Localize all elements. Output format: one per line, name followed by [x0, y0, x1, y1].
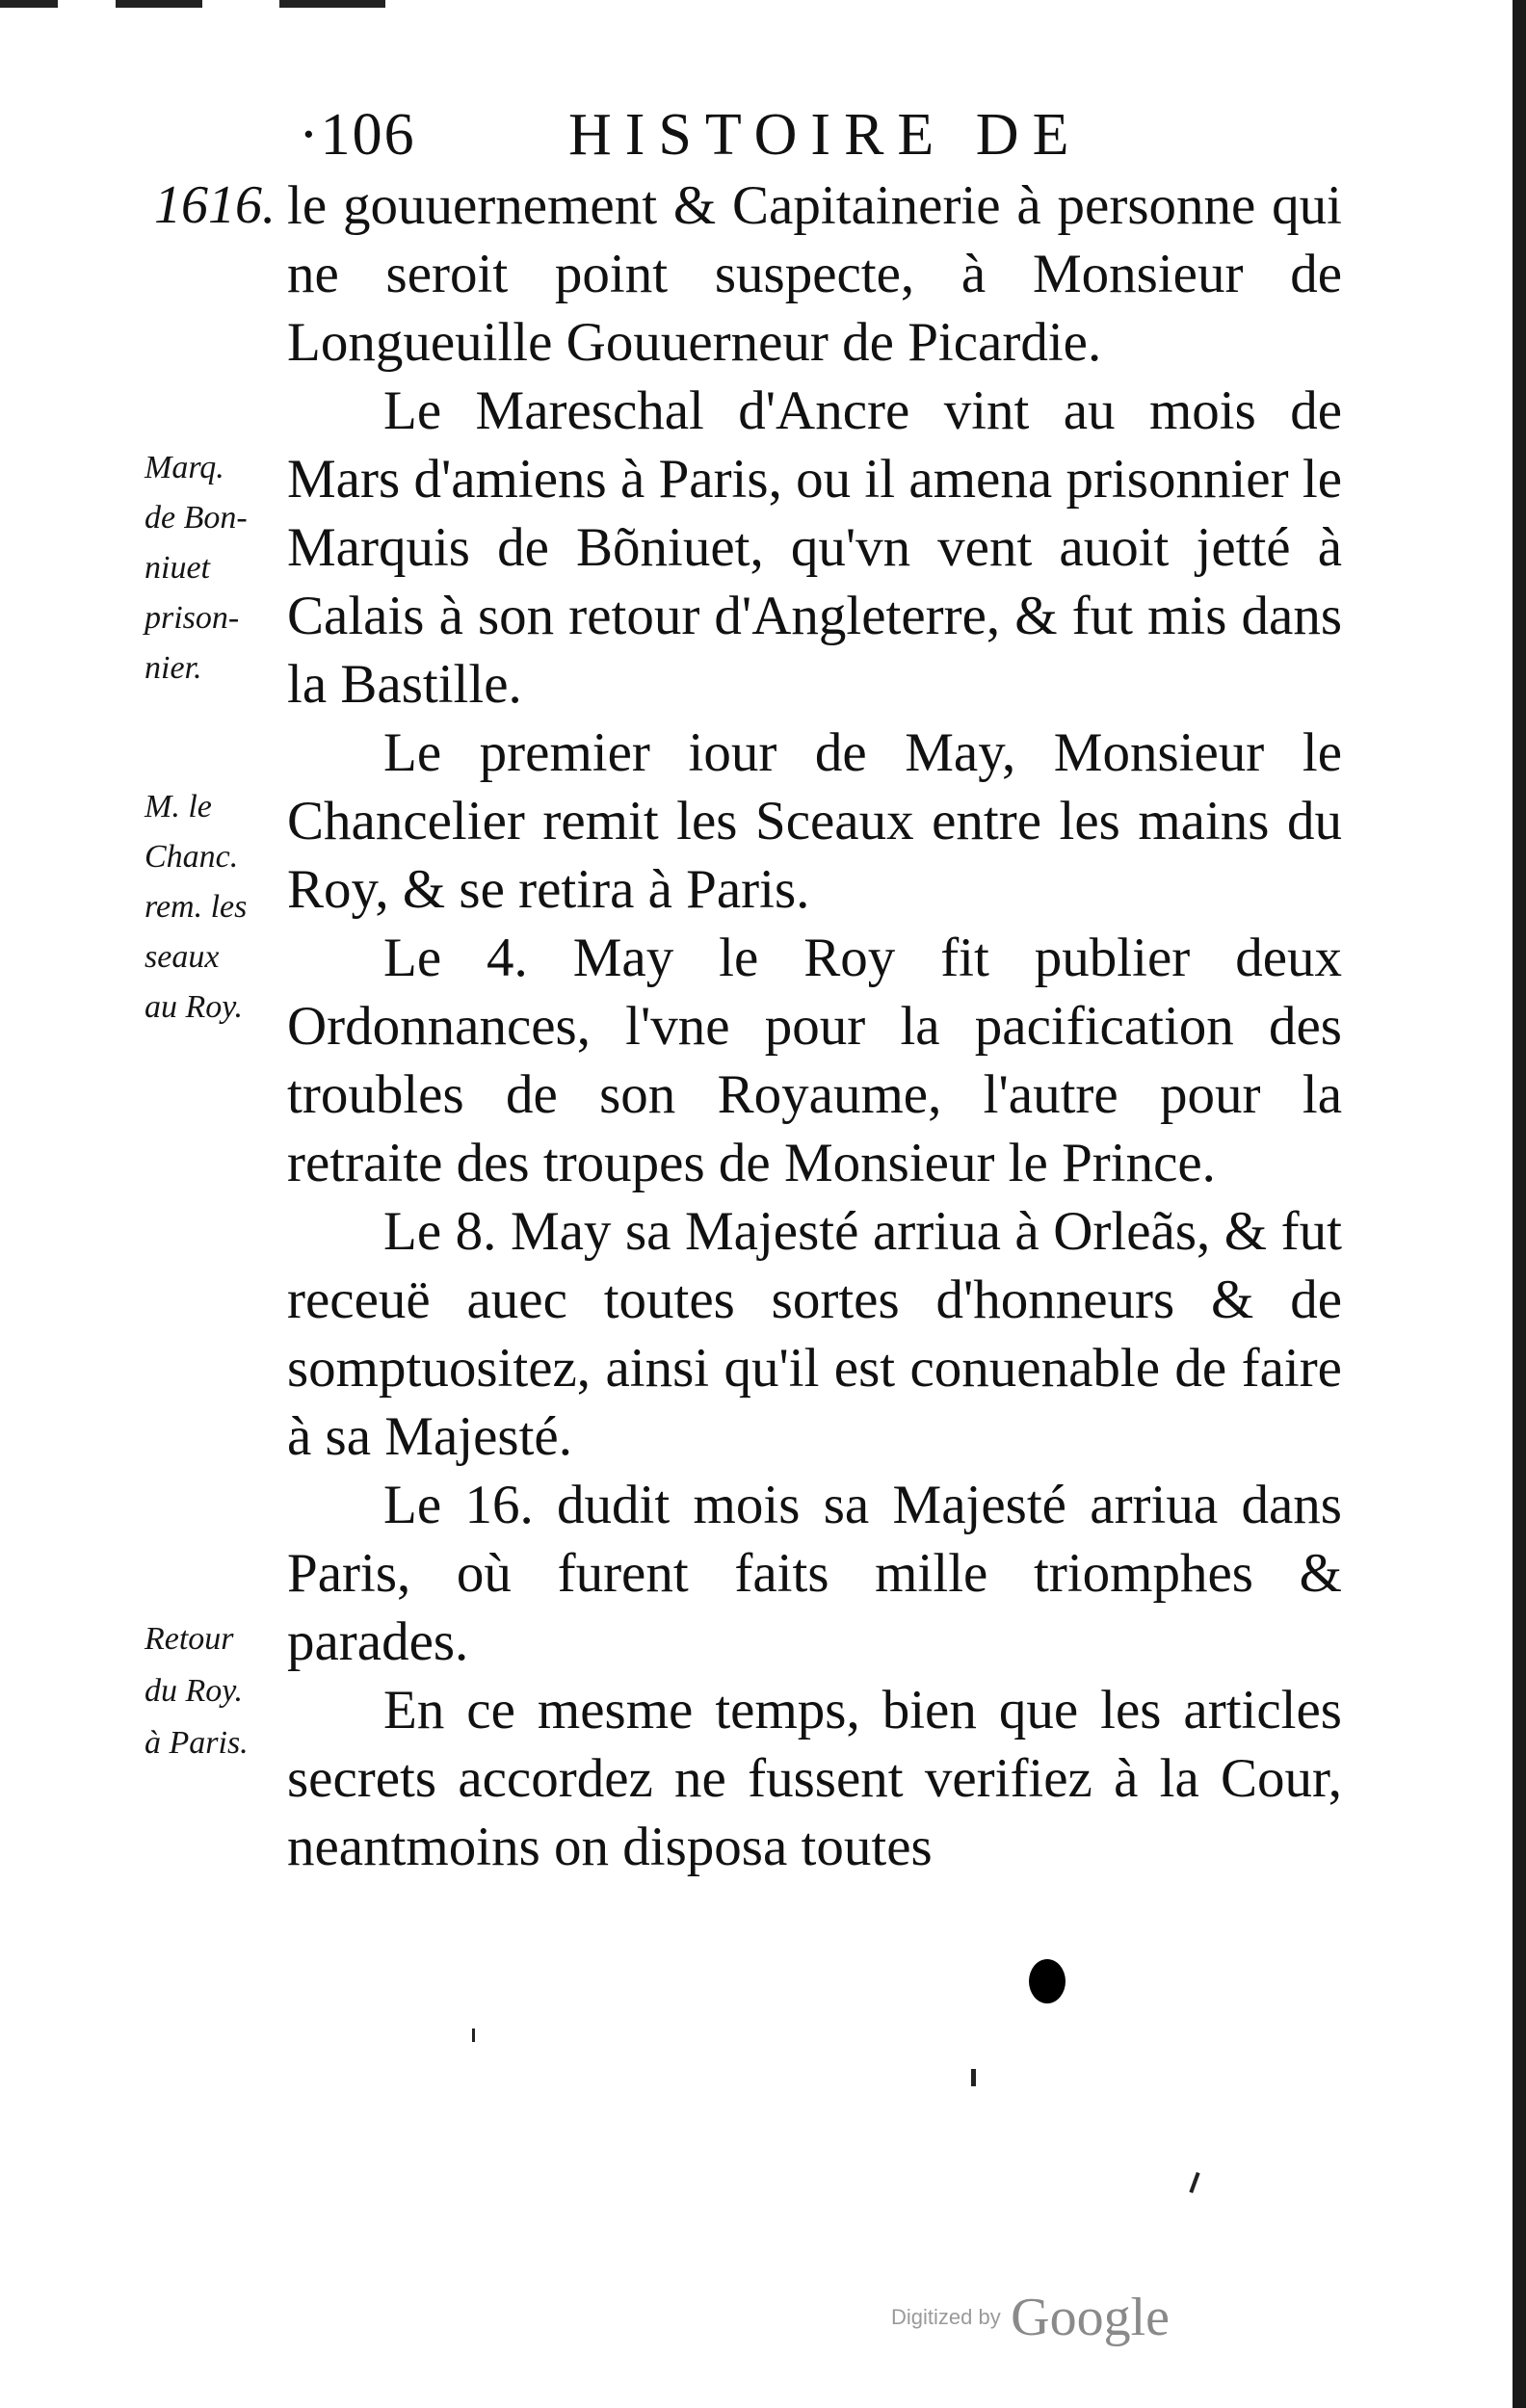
margin-note-line: du Roy. — [145, 1673, 243, 1709]
margin-note-line: prison- — [145, 600, 240, 636]
margin-note-line: Marq. — [145, 450, 224, 485]
margin-note-line: niuet — [145, 550, 210, 586]
margin-note-marquis — [145, 443, 289, 694]
torn-top-edge — [0, 0, 405, 17]
margin-note-retour — [145, 1613, 289, 1769]
watermark-brand: Google — [1011, 2288, 1171, 2347]
watermark-prefix: Digitized by — [891, 2305, 1001, 2329]
margin-note-line: à Paris. — [145, 1725, 249, 1761]
paragraph-2: Le Mareschal d'Ancre vint au mois de Mars d'amiens à Paris, ou il amena prisonnier le Marquis de Bõniuet, qu'vn vent auoit jetté à Calais à son retour d'Angleterre, & fut mis dans la Bastille. — [287, 380, 1342, 715]
year-marginal: 1616. — [154, 175, 276, 235]
stray-mark — [472, 2028, 475, 2042]
margin-note-line: seaux — [145, 939, 220, 975]
margin-note-line: de Bon- — [145, 500, 248, 536]
running-head — [299, 101, 1185, 169]
paragraph-3: Le premier iour de May, Monsieur le Chancelier remit les Sceaux entre les mains du Roy, & se retira à Paris. — [287, 722, 1342, 920]
paragraph-6: Le 16. dudit mois sa Majesté arriua dans Paris, où furent faits mille triomphes & parades. — [287, 1475, 1342, 1672]
paragraph-4: Le 4. May le Roy fit publier deux Ordonnances, l'vne pour la pacification des troubles de son Royaume, l'autre pour la retraite des troupes de Monsieur le Prince. — [287, 928, 1342, 1193]
scan-gutter-edge — [1513, 0, 1526, 2408]
page-number: ·106 — [299, 102, 416, 168]
paragraph-5: Le 8. May sa Majesté arriua à Orleãs, & fut receuë auec toutes sortes d'honneurs & de somptuositez, ainsi qu'il est conuenable de faire à sa Majesté. — [287, 1201, 1342, 1467]
margin-note-line: Retour — [145, 1621, 234, 1657]
body-text — [287, 171, 1342, 1881]
margin-note-line: Chanc. — [145, 839, 239, 875]
margin-note-line: au Roy. — [145, 989, 243, 1025]
ink-blot — [1029, 1959, 1066, 2003]
paragraph-7: En ce mesme temps, bien que les articles secrets accordez ne fussent verifiez à la Cour, neantmoins on disposa toutes — [287, 1680, 1342, 1877]
margin-note-line: M. le — [145, 789, 212, 824]
stray-mark — [971, 2069, 976, 2086]
margin-note-line: rem. les — [145, 889, 248, 925]
running-title: HISTOIRE DE — [568, 102, 1083, 168]
paragraph-1: le gouuernement & Capitainerie à personne qui ne seroit point suspecte, à Monsieur de Longueuille Gouuerneur de Picardie. — [287, 175, 1342, 373]
digitized-watermark — [891, 2287, 1171, 2347]
margin-note-chancelier — [145, 782, 289, 1033]
stray-mark — [1189, 2172, 1199, 2193]
margin-note-line: nier. — [145, 650, 202, 686]
